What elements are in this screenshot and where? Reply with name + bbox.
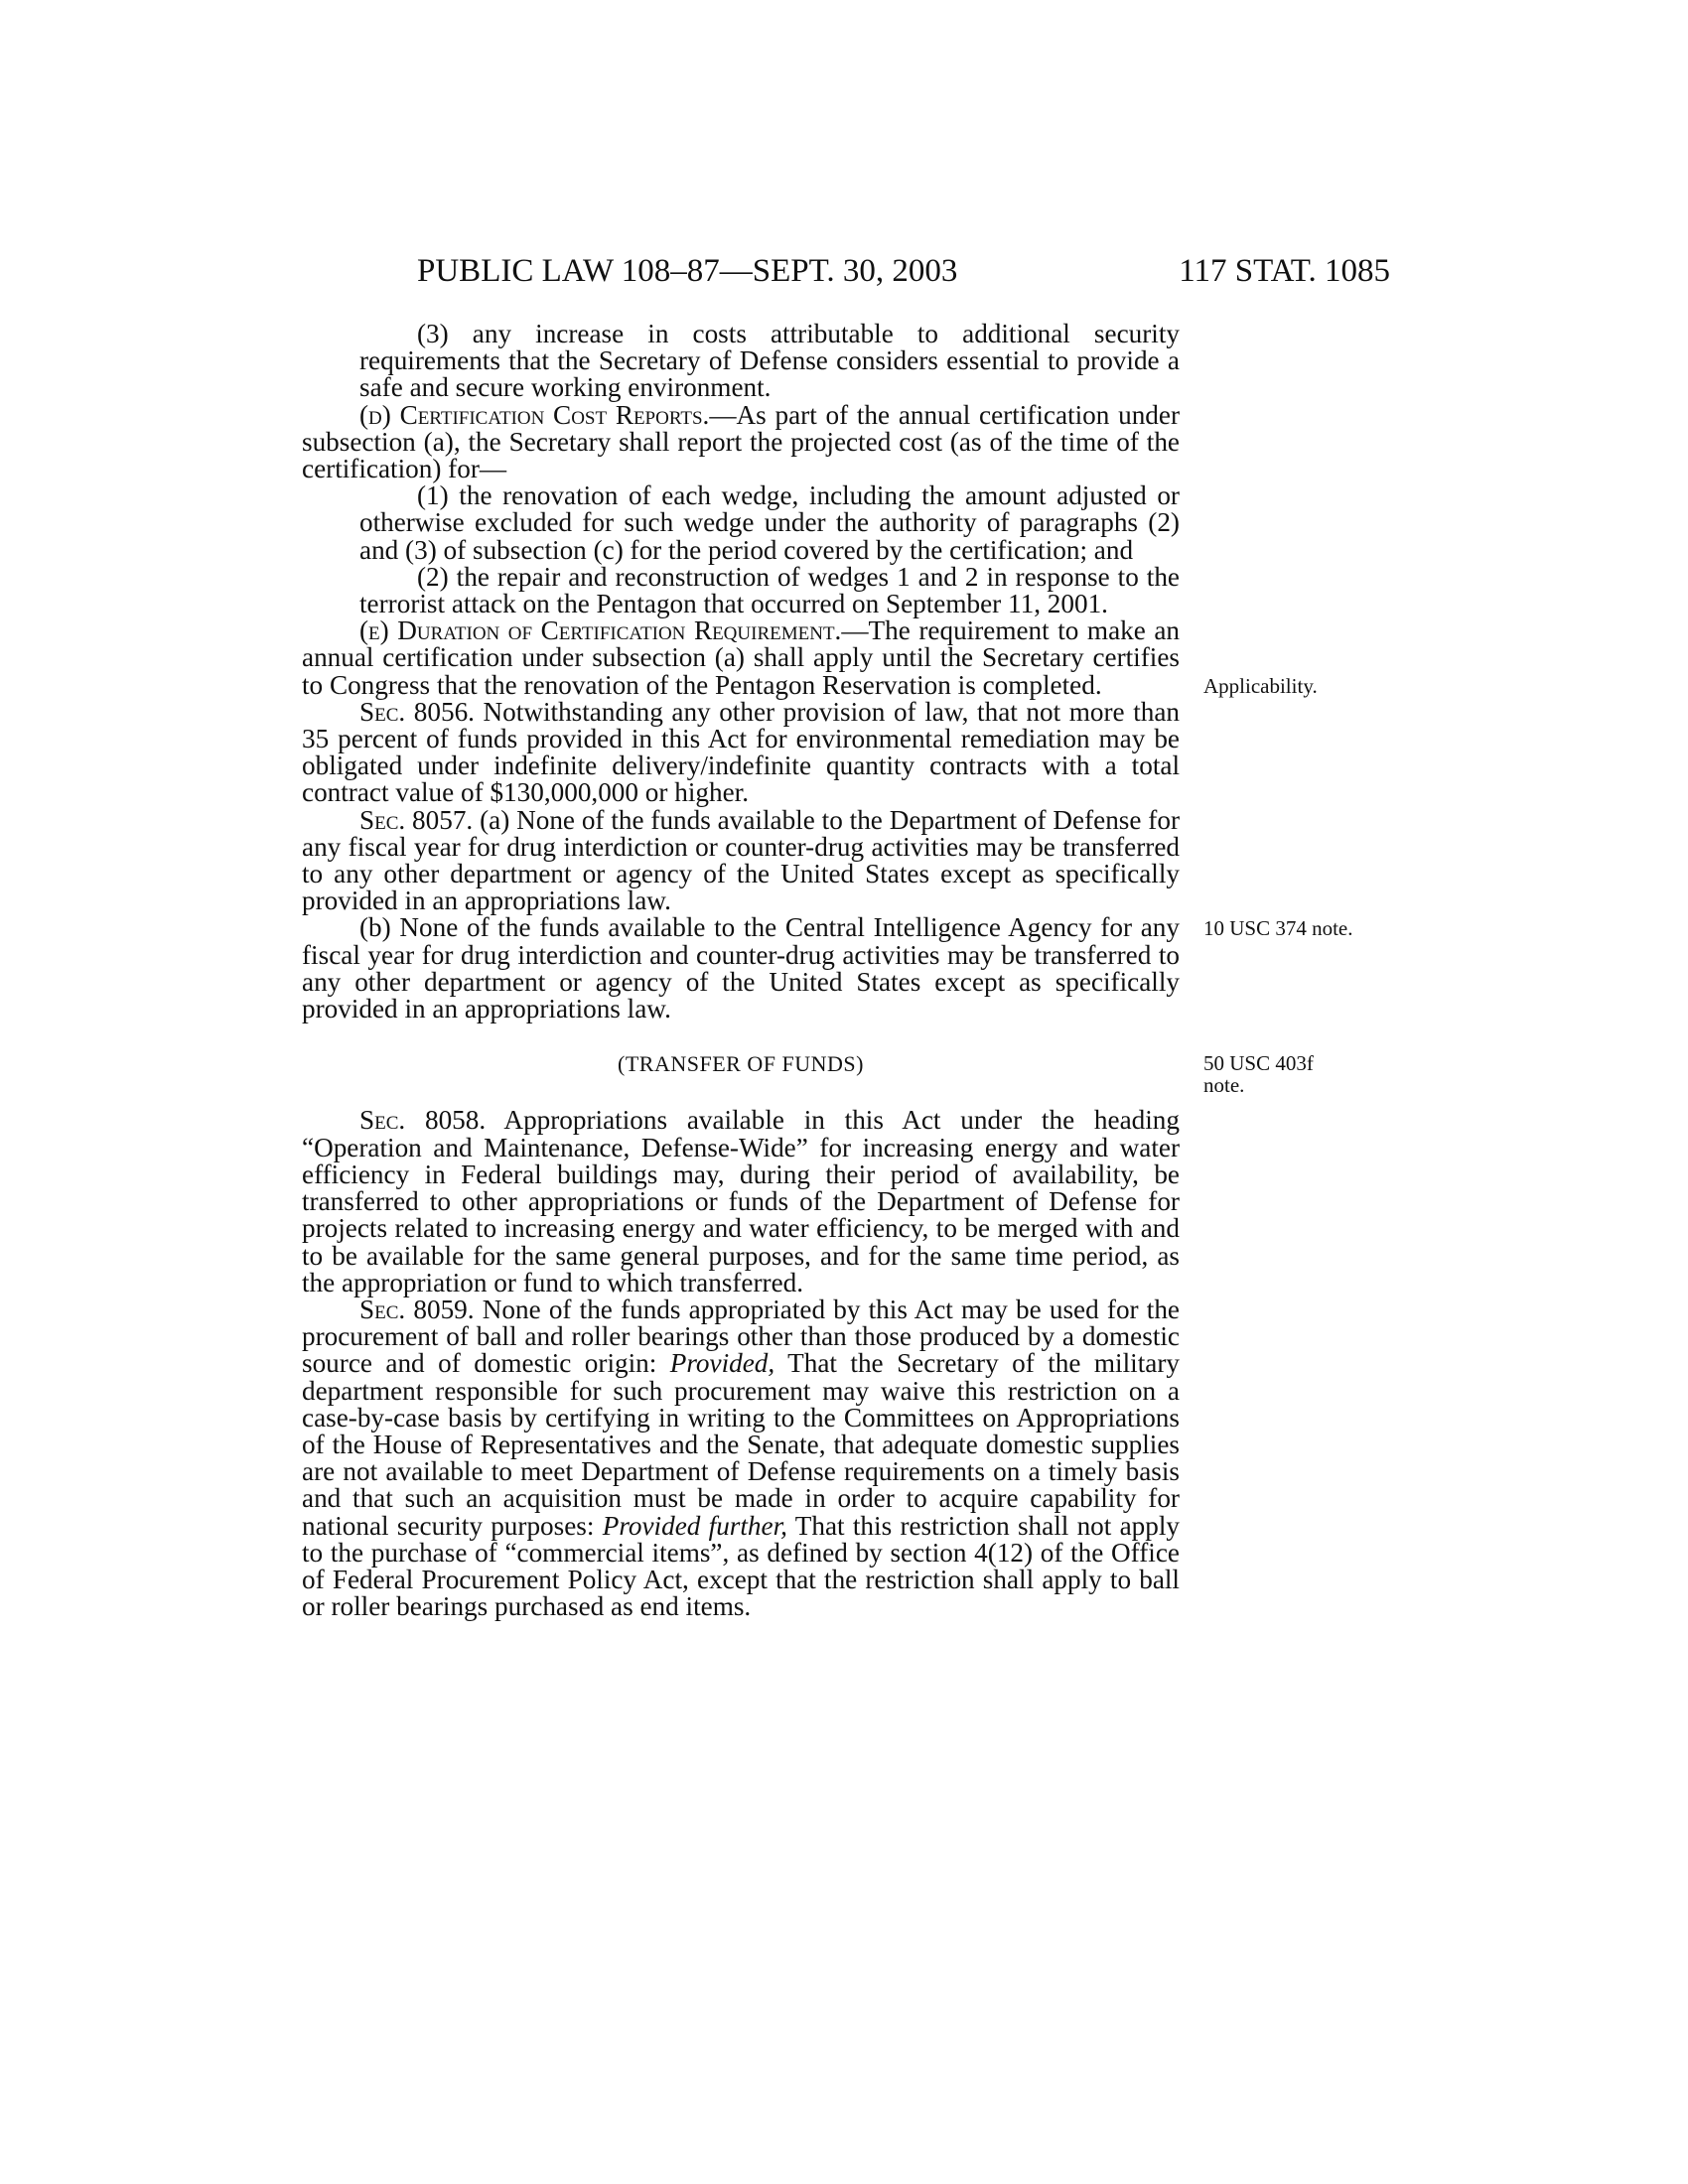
subsection-heading-e: (e) Duration of Certification Requirement.—: [359, 615, 869, 646]
section-8059-text-a: 8059. None of the funds appropriated by this Act may be used for the procurement of ball and roller bearings other than those produced by a domestic source and of domestic origin:: [302, 1294, 1180, 1379]
margin-note-50-usc: [1203, 1052, 1392, 1096]
section-heading: (TRANSFER OF FUNDS): [618, 1051, 864, 1077]
sec-label: Sec.: [359, 804, 406, 835]
paragraph-c3: (3) any increase in costs attributable to additional security requirements that the Secretary of Defense considers essential to provide a safe and secure working environment.: [359, 319, 1180, 403]
section-8057a-text: 8057. (a) None of the funds available to the Department of Defense for any fiscal year for drug interdiction or counter-drug activities may be transferred to any other department or agency of the United States except as specifically provided in an appropriations law.: [302, 804, 1180, 916]
margin-note-10-usc: 10 USC 374 note.: [1203, 916, 1353, 940]
page-header: [298, 251, 1390, 291]
subsection-heading-d: (d) Certification Cost Reports.—: [359, 399, 737, 430]
sec-label: Sec.: [359, 696, 406, 727]
paragraph-d1: (1) the renovation of each wedge, including the amount adjusted or otherwise excluded for such wedge under the authority of paragraphs (2) and (3) of subsection (c) for the period covered by the certification; and: [359, 480, 1180, 565]
header-page-number: 117 STAT. 1085: [1179, 253, 1390, 289]
margin-note-50-usc-line1: 50 USC 403f: [1203, 1051, 1314, 1075]
section-8056: [302, 696, 1180, 808]
header-title: PUBLIC LAW 108–87—SEPT. 30, 2003: [417, 253, 958, 289]
document-body: [302, 321, 1180, 1620]
paragraph-d2: (2) the repair and reconstruction of wedges 1 and 2 in response to the terrorist attack on the Pentagon that occurred on September 11, 2001.: [359, 561, 1180, 619]
section-8058-text: 8058. Appropriations available in this Act under the heading “Operation and Maintenance, Defense-Wide” for increasing energy and water efficiency in Federal buildings may, during their period of availability, be transferred to other appropriations or funds of the Department of Defense for projects related to increasing energy and water efficiency, to be merged with and to be available for the same general purposes, and for the same time period, as the appropriation or fund to which transferred.: [302, 1105, 1180, 1297]
paragraph-e-text: The requirement to make an annual certification under subsection (a) shall apply until the Secretary certifies to Congress that the renovation of the Pentagon Reservation is completed.: [302, 615, 1180, 700]
margin-note-applicability: Applicability.: [1203, 674, 1318, 698]
sec-label: Sec.: [359, 1294, 406, 1324]
section-8058: [302, 1107, 1180, 1296]
sec-label: Sec.: [359, 1105, 406, 1136]
section-8057a: [302, 804, 1180, 916]
margin-note-50-usc-line2: note.: [1203, 1073, 1245, 1097]
proviso-provided: Provided,: [669, 1348, 775, 1379]
section-8059-text-b: That the Secretary of the military department responsible for such procurement may waive this restriction on a case-by-case basis by certifying in writing to the Committees on Appropriations of the House of Representatives and the Senate, that adequate domestic supplies are not available to meet Department of Defense requirements on a timely basis and that such an acquisition must be made in order to acquire capability for national security purposes:: [302, 1348, 1180, 1541]
section-8059-text-c: That this restriction shall not apply to the purchase of “commercial items”, as defined by section 4(12) of the Office of Federal Procurement Policy Act, except that the restriction shall apply to ball or roller bearings purchased as end items.: [302, 1510, 1181, 1622]
section-8059: [302, 1294, 1181, 1622]
section-8057b: (b) None of the funds available to the Central Intelligence Agency for any fiscal year for drug interdiction and counter-drug activities may be transferred to any other department or agency of the United States except as specifically provided in an appropriations law.: [302, 912, 1180, 1024]
proviso-provided-further: Provided further,: [602, 1510, 787, 1541]
paragraph-d: [302, 399, 1180, 484]
paragraph-e: [302, 617, 1180, 699]
section-8056-text: 8056. Notwithstanding any other provision of law, that not more than 35 percent of funds provided in this Act for environmental remediation may be obligated under indefinite delivery/indefinite quantity contracts with a total contract value of $130,000,000 or higher.: [302, 696, 1180, 808]
paragraph-d-text: As part of the annual certification under subsection (a), the Secretary shall report the projected cost (as of the time of the certification) for—: [302, 399, 1180, 484]
